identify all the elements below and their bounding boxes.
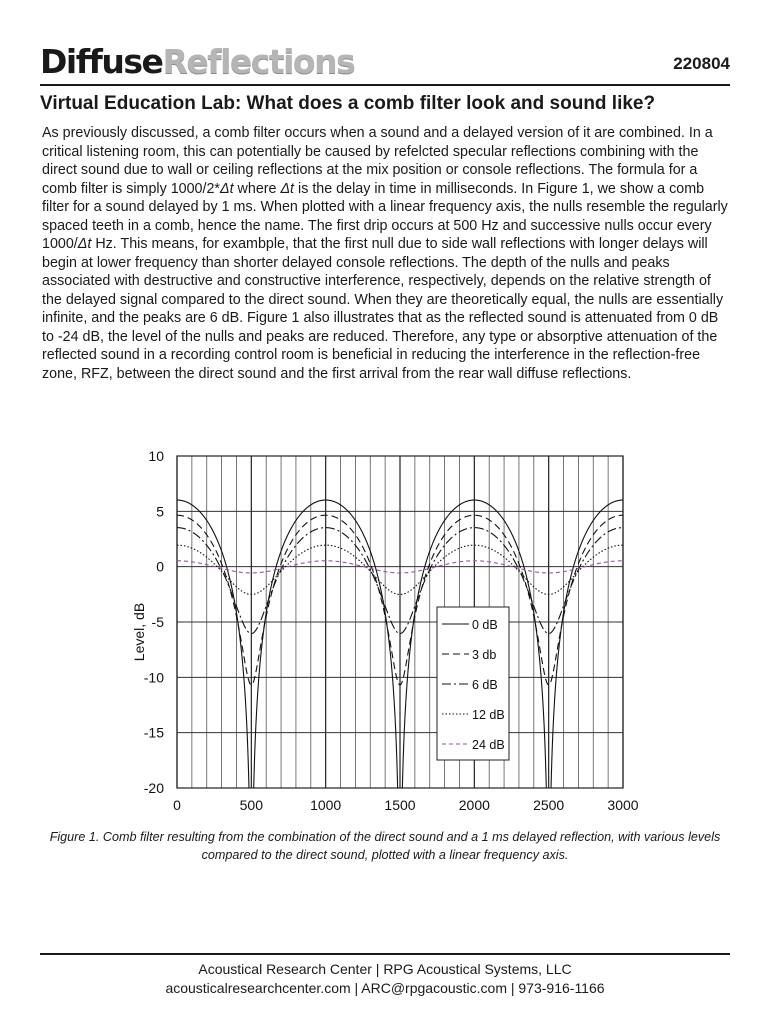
chart-legend [437,607,509,760]
y-tick-label: -20 [143,780,164,796]
document-number: 220804 [673,54,730,73]
legend-label: 3 db [472,648,497,662]
footer [40,960,730,998]
y-tick-label: 10 [148,448,164,464]
x-tick-label: 2000 [458,797,490,813]
x-tick-label: 0 [173,797,181,813]
x-tick-label: 3000 [607,797,639,813]
y-tick-label: 0 [156,558,164,575]
legend-label: 0 dB [472,618,498,632]
logo-part-reflections: Reflections [162,42,355,81]
y-tick-label: -5 [151,614,164,630]
legend-label: 24 dB [472,738,505,752]
y-axis-label: Level, dB [131,602,147,662]
y-tick-label: -10 [143,669,164,686]
body-text-3: is the delay in time in milliseconds. In Figure 1, we show a comb filter for a sound delayed by 1 ms. When plotted with a linear frequency axis, the nulls resemble the regularly spaced teeth in a comb, hence the name. The first drip occurs at 500 Hz and successive nulls occur every 1000/ [42,180,728,252]
legend-label: 12 dB [472,708,505,722]
x-tick-label: 1000 [310,797,342,813]
body-text-2: where [233,180,281,197]
brand-logo [40,40,354,84]
delta-t-symbol: Δt [77,236,92,252]
x-tick-label: 500 [239,797,264,813]
y-tick-label: 5 [156,503,164,520]
footer-contact: acousticalresearchcenter.com | ARC@rpgacoustic.com | 973-916-1166 [165,980,605,996]
page-title: Virtual Education Lab: What does a comb filter look and sound like? [40,93,656,114]
header-divider [40,84,730,86]
legend-label: 6 dB [472,678,498,692]
body-text-4: Hz. This means, for exambple, that the first null due to side wall reflections with longer delays will begin at lower frequency than shorter delayed console reflections. The depth of the nulls and peaks associated with destructive and constructive interference, respectively, depends on the relative strength of the delayed signal compared to the direct sound. When they are theoretically equal, the nulls are essentially infinite, and the peaks are 6 dB. Figure 1 also illustrates that as the reflected sound is attenuated from 0 dB to -24 dB, the level of the nulls and peaks are reduced. Therefore, any type or absorptive attenuation of the reflected sound in a recording control room is beneficial in reducing the interference in the reflection-free zone, RFZ, between the direct sound and the first arrival from the rear wall diffuse reflections. [42,236,724,382]
delta-t-symbol: Δt [220,180,234,197]
body-paragraph [42,124,732,383]
y-tick-label: -15 [143,724,164,741]
body-text-1: As previously discussed, a comb filter occurs when a sound and a delayed version of it are combined. In a critical listening room, this can potentially be caused by refelcted specular reflections combining with the direct sound due to wall or ceiling reflections at the mix position or console reflections. The formula for a comb filter is simply 1000/2* [42,125,713,197]
footer-divider [40,953,730,955]
x-tick-label: 2500 [533,797,565,813]
logo-part-diffuse: Diffuse [40,42,163,81]
delta-t-symbol: Δt [280,180,295,197]
figure-caption: Figure 1. Comb filter resulting from the combination of the direct sound and a 1 ms delayed reflection, with various levels compared to the direct sound, plotted with a linear frequency axis. [49,830,721,862]
footer-organization: Acoustical Research Center | RPG Acoustical Systems, LLC [198,961,572,977]
comb-filter-chart [120,446,640,818]
header [40,40,730,84]
x-tick-label: 1500 [384,797,416,813]
